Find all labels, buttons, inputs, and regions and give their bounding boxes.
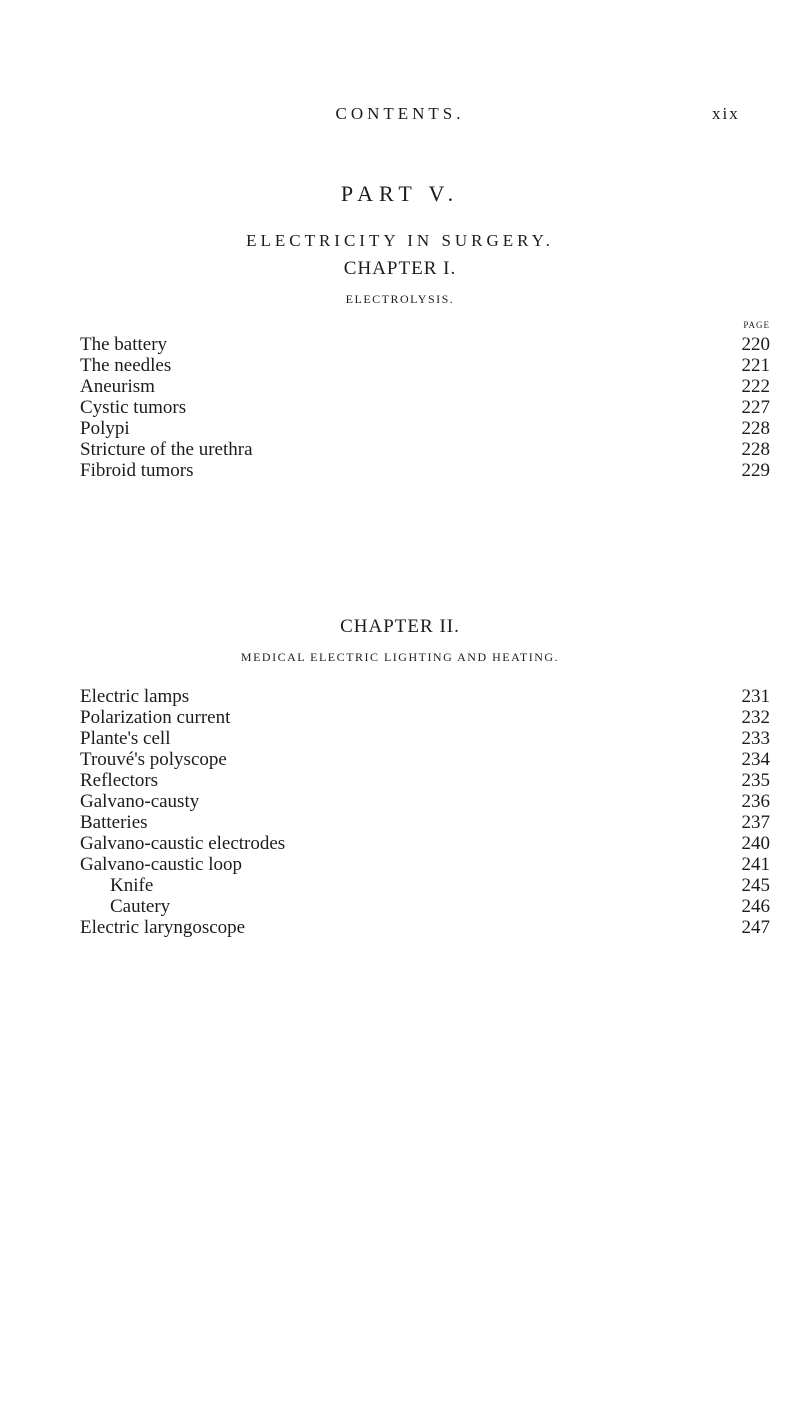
toc-entry-label: Electric lamps bbox=[80, 686, 197, 707]
toc-entry[interactable] bbox=[80, 376, 770, 397]
toc-entry[interactable] bbox=[80, 833, 770, 854]
toc-entry[interactable] bbox=[80, 770, 770, 791]
toc-entry-page: 236 bbox=[722, 791, 770, 812]
toc-entry[interactable] bbox=[80, 875, 770, 896]
toc-entry[interactable] bbox=[80, 917, 770, 938]
toc-entry-label: Reflectors bbox=[80, 770, 166, 791]
toc-entry-page: 237 bbox=[722, 812, 770, 833]
toc-entry[interactable] bbox=[80, 749, 770, 770]
toc-entry-label: Polypi bbox=[80, 418, 138, 439]
toc-entry-page: 240 bbox=[722, 833, 770, 854]
toc-entry-page: 229 bbox=[722, 460, 770, 481]
toc-entry-page: 246 bbox=[722, 896, 770, 917]
toc-entry-label: Aneurism bbox=[80, 376, 163, 397]
page-header bbox=[0, 104, 800, 134]
part-title: PART V. bbox=[340, 181, 460, 206]
toc-entry-page: 234 bbox=[722, 749, 770, 770]
toc-entry[interactable] bbox=[80, 439, 770, 460]
toc-entry[interactable] bbox=[80, 707, 770, 728]
toc-entry-page: 228 bbox=[722, 418, 770, 439]
toc-entry[interactable] bbox=[80, 896, 770, 917]
toc-entry-page: 220 bbox=[722, 334, 770, 355]
toc-entry-page: 247 bbox=[722, 917, 770, 938]
toc-entry-label: Cautery bbox=[110, 896, 178, 917]
toc-entry-page: 227 bbox=[722, 397, 770, 418]
toc-entry[interactable] bbox=[80, 812, 770, 833]
toc-entry-label: Plante's cell bbox=[80, 728, 178, 749]
toc-entry-page: 241 bbox=[722, 854, 770, 875]
toc-entry-label: Galvano-causty bbox=[80, 791, 207, 812]
toc-entry[interactable] bbox=[80, 418, 770, 439]
toc-entry[interactable] bbox=[80, 460, 770, 481]
page-column-label: PAGE bbox=[743, 320, 770, 330]
toc-entry[interactable] bbox=[80, 791, 770, 812]
toc-entry-page: 233 bbox=[722, 728, 770, 749]
part-subtitle: ELECTRICITY IN SURGERY. bbox=[246, 231, 554, 250]
chapter-1-subtitle: ELECTROLYSIS. bbox=[345, 292, 455, 306]
running-title: CONTENTS. bbox=[335, 104, 465, 123]
toc-entry-label: Cystic tumors bbox=[80, 397, 194, 418]
toc-entry[interactable] bbox=[80, 334, 770, 355]
toc-entry-label: The needles bbox=[80, 355, 179, 376]
toc-entry-page: 231 bbox=[722, 686, 770, 707]
toc-entry[interactable] bbox=[80, 854, 770, 875]
toc-entry-label: Galvano-caustic loop bbox=[80, 854, 250, 875]
toc-entry-label: The battery bbox=[80, 334, 175, 355]
toc-entry-label: Trouvé's polyscope bbox=[80, 749, 235, 770]
toc-entry-page: 245 bbox=[722, 875, 770, 896]
page-number: xix bbox=[712, 104, 740, 123]
toc-entry-label: Electric laryngoscope bbox=[80, 917, 253, 938]
toc-entry-label: Fibroid tumors bbox=[80, 460, 201, 481]
toc-entry-page: 221 bbox=[722, 355, 770, 376]
chapter-2-title: CHAPTER II. bbox=[340, 616, 460, 637]
toc-entry-page: 228 bbox=[722, 439, 770, 460]
toc-entry-page: 232 bbox=[722, 707, 770, 728]
toc-entry[interactable] bbox=[80, 686, 770, 707]
toc-entry-label: Polarization current bbox=[80, 707, 238, 728]
toc-entry-label: Galvano-caustic electrodes bbox=[80, 833, 293, 854]
toc-entry-label: Stricture of the urethra bbox=[80, 439, 261, 460]
toc-entry-label: Knife bbox=[110, 875, 161, 896]
toc-entry-label: Batteries bbox=[80, 812, 156, 833]
chapter-2-toc bbox=[80, 686, 770, 938]
chapter-1-title: CHAPTER I. bbox=[343, 258, 457, 279]
chapter-1-toc bbox=[80, 334, 770, 481]
toc-entry-page: 235 bbox=[722, 770, 770, 791]
chapter-2-subtitle: MEDICAL ELECTRIC LIGHTING AND HEATING. bbox=[240, 650, 560, 664]
toc-entry[interactable] bbox=[80, 728, 770, 749]
toc-entry[interactable] bbox=[80, 397, 770, 418]
toc-entry[interactable] bbox=[80, 355, 770, 376]
toc-entry-page: 222 bbox=[722, 376, 770, 397]
